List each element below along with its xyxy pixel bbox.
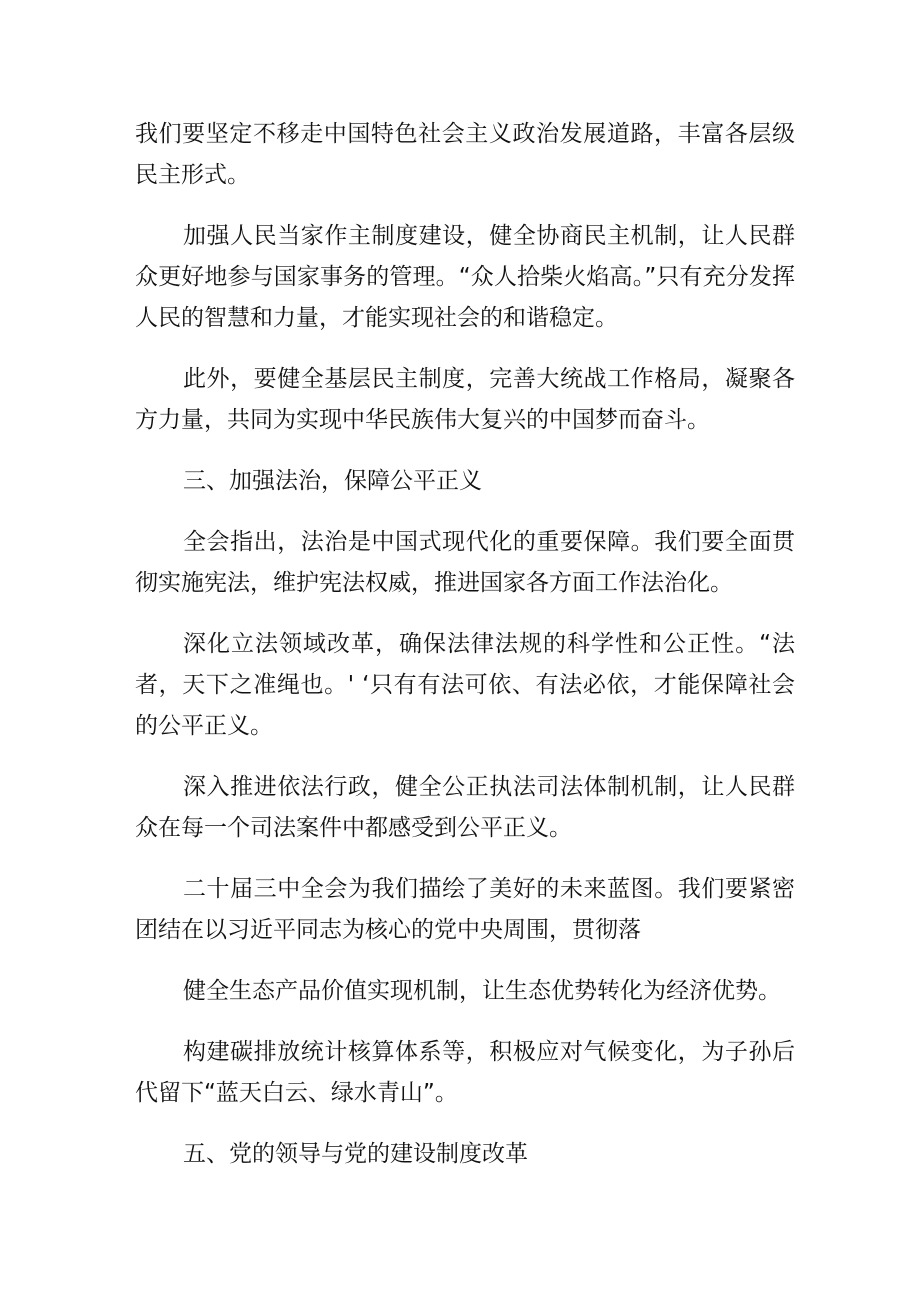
section-heading-3: 三、加强法治，保障公平正义 — [183, 468, 482, 494]
paragraph-3: 此外，要健全基层民主制度，完善大统战工作格局，凝聚各方力量，共同为实现中华民族伟大复兴的中国梦而奋斗。 — [135, 366, 795, 433]
paragraph-8: 健全生态产品价值实现机制，让生态优势转化为经济优势。 — [183, 978, 781, 1004]
paragraph-1: 我们要坚定不移走中国特色社会主义政治发展道路，丰富各层级民主形式。 — [135, 121, 795, 188]
paragraph-5: 深化立法领域改革，确保法律法规的科学性和公正性。“法者，天下之准绳也。' ‘只有有法可依、有法必依，才能保障社会的公平正义。 — [135, 631, 795, 739]
paragraph-6: 深入推进依法行政，健全公正执法司法体制机制，让人民群众在每一个司法案件中都感受到公平正义。 — [135, 774, 795, 841]
section-heading-5: 五、党的领导与党的建设制度改革 — [183, 1141, 528, 1167]
paragraph-2: 加强人民当家作主制度建设，健全协商民主机制，让人民群众更好地参与国家事务的管理。“众人拾柴火焰高。”只有充分发挥人民的智慧和力量，才能实现社会的和谐稳定。 — [135, 223, 795, 331]
paragraph-4: 全会指出，法治是中国式现代化的重要保障。我们要全面贯彻实施宪法，维护宪法权威，推进国家各方面工作法治化。 — [135, 529, 795, 596]
paragraph-9: 构建碳排放统计核算体系等，积极应对气候变化，为子孙后代留下“蓝天白云、绿水青山”。 — [135, 1039, 795, 1106]
paragraph-7: 二十届三中全会为我们描绘了美好的未来蓝图。我们要紧密团结在以习近平同志为核心的党中央周围，贯彻落 — [135, 876, 795, 943]
document-body — [135, 114, 795, 1195]
